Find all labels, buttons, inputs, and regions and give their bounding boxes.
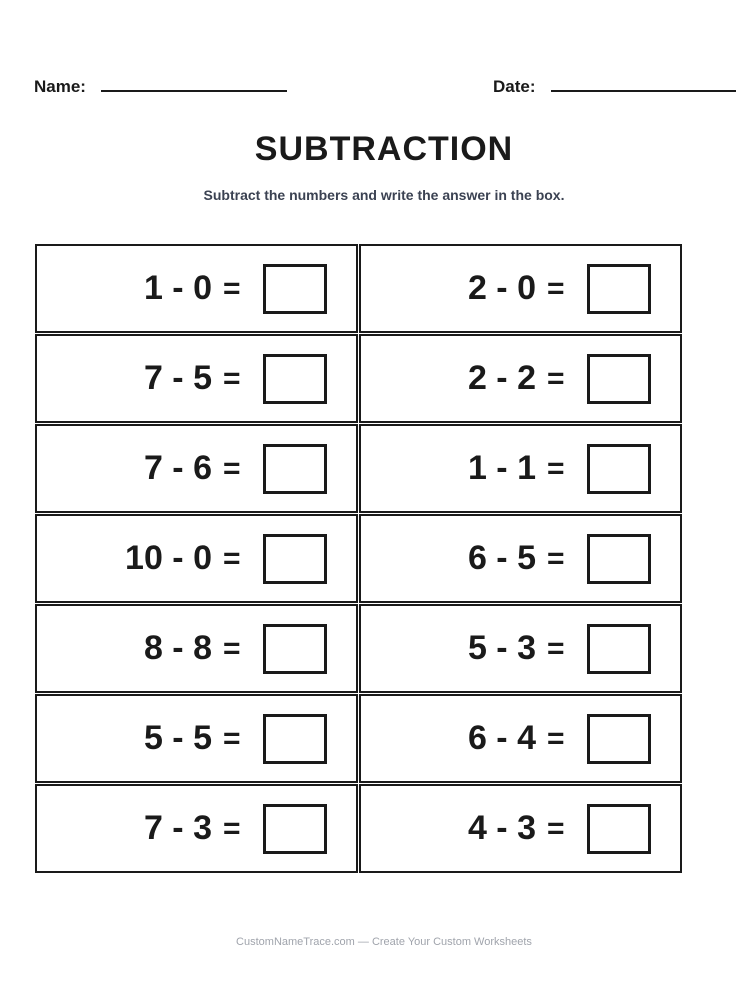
problem-cell — [35, 694, 358, 783]
problem-expression: 7 - 3 — [143, 809, 212, 847]
answer-box[interactable] — [587, 804, 651, 854]
problem-expression: 5 - 3 — [467, 629, 536, 667]
problem-cell — [35, 604, 358, 693]
name-label: Name: — [34, 77, 86, 96]
problem-expression: 10 - 0 — [125, 539, 212, 577]
answer-box[interactable] — [587, 264, 651, 314]
problem-expression: 2 - 2 — [467, 359, 536, 397]
problem-expression: 5 - 5 — [143, 719, 212, 757]
problem-cell — [359, 514, 682, 603]
answer-box[interactable] — [587, 714, 651, 764]
equals-sign: = — [547, 812, 565, 845]
problem-cell — [359, 334, 682, 423]
answer-box[interactable] — [263, 624, 327, 674]
answer-box[interactable] — [587, 354, 651, 404]
equals-sign: = — [547, 272, 565, 305]
answer-box[interactable] — [587, 534, 651, 584]
answer-box[interactable] — [263, 264, 327, 314]
problem-expression: 7 - 6 — [143, 449, 212, 487]
problem-cell — [35, 244, 358, 333]
equals-sign: = — [223, 452, 241, 485]
answer-box[interactable] — [263, 444, 327, 494]
equals-sign: = — [547, 542, 565, 575]
footer-credit: CustomNameTrace.com — Create Your Custom Worksheets — [236, 936, 532, 948]
problem-expression: 4 - 3 — [467, 809, 536, 847]
problem-cell — [359, 424, 682, 513]
equals-sign: = — [223, 542, 241, 575]
equals-sign: = — [223, 812, 241, 845]
problem-cell — [35, 514, 358, 603]
problem-expression: 2 - 0 — [467, 269, 536, 307]
answer-box[interactable] — [263, 804, 327, 854]
date-write-line[interactable] — [551, 90, 736, 92]
problem-cell — [359, 244, 682, 333]
problem-expression: 8 - 8 — [143, 629, 212, 667]
worksheet-title: SUBTRACTION — [254, 130, 514, 168]
problem-cell — [359, 694, 682, 783]
problem-cell — [35, 424, 358, 513]
answer-box[interactable] — [587, 444, 651, 494]
worksheet-instructions: Subtract the numbers and write the answer in the box. — [203, 187, 565, 203]
equals-sign: = — [547, 452, 565, 485]
problem-cell — [35, 334, 358, 423]
problem-expression: 6 - 5 — [467, 539, 536, 577]
problem-cell — [35, 784, 358, 873]
problem-expression: 6 - 4 — [467, 719, 536, 757]
problem-expression: 1 - 1 — [467, 449, 536, 487]
answer-box[interactable] — [263, 534, 327, 584]
problem-expression: 7 - 5 — [143, 359, 212, 397]
answer-box[interactable] — [263, 714, 327, 764]
answer-box[interactable] — [587, 624, 651, 674]
equals-sign: = — [223, 722, 241, 755]
name-write-line[interactable] — [101, 90, 287, 92]
equals-sign: = — [223, 272, 241, 305]
equals-sign: = — [547, 722, 565, 755]
problem-expression: 1 - 0 — [143, 269, 212, 307]
problem-cell — [359, 604, 682, 693]
equals-sign: = — [223, 632, 241, 665]
problem-cell — [359, 784, 682, 873]
equals-sign: = — [547, 362, 565, 395]
date-label: Date: — [493, 77, 536, 96]
equals-sign: = — [547, 632, 565, 665]
equals-sign: = — [223, 362, 241, 395]
answer-box[interactable] — [263, 354, 327, 404]
problem-grid — [35, 244, 682, 873]
